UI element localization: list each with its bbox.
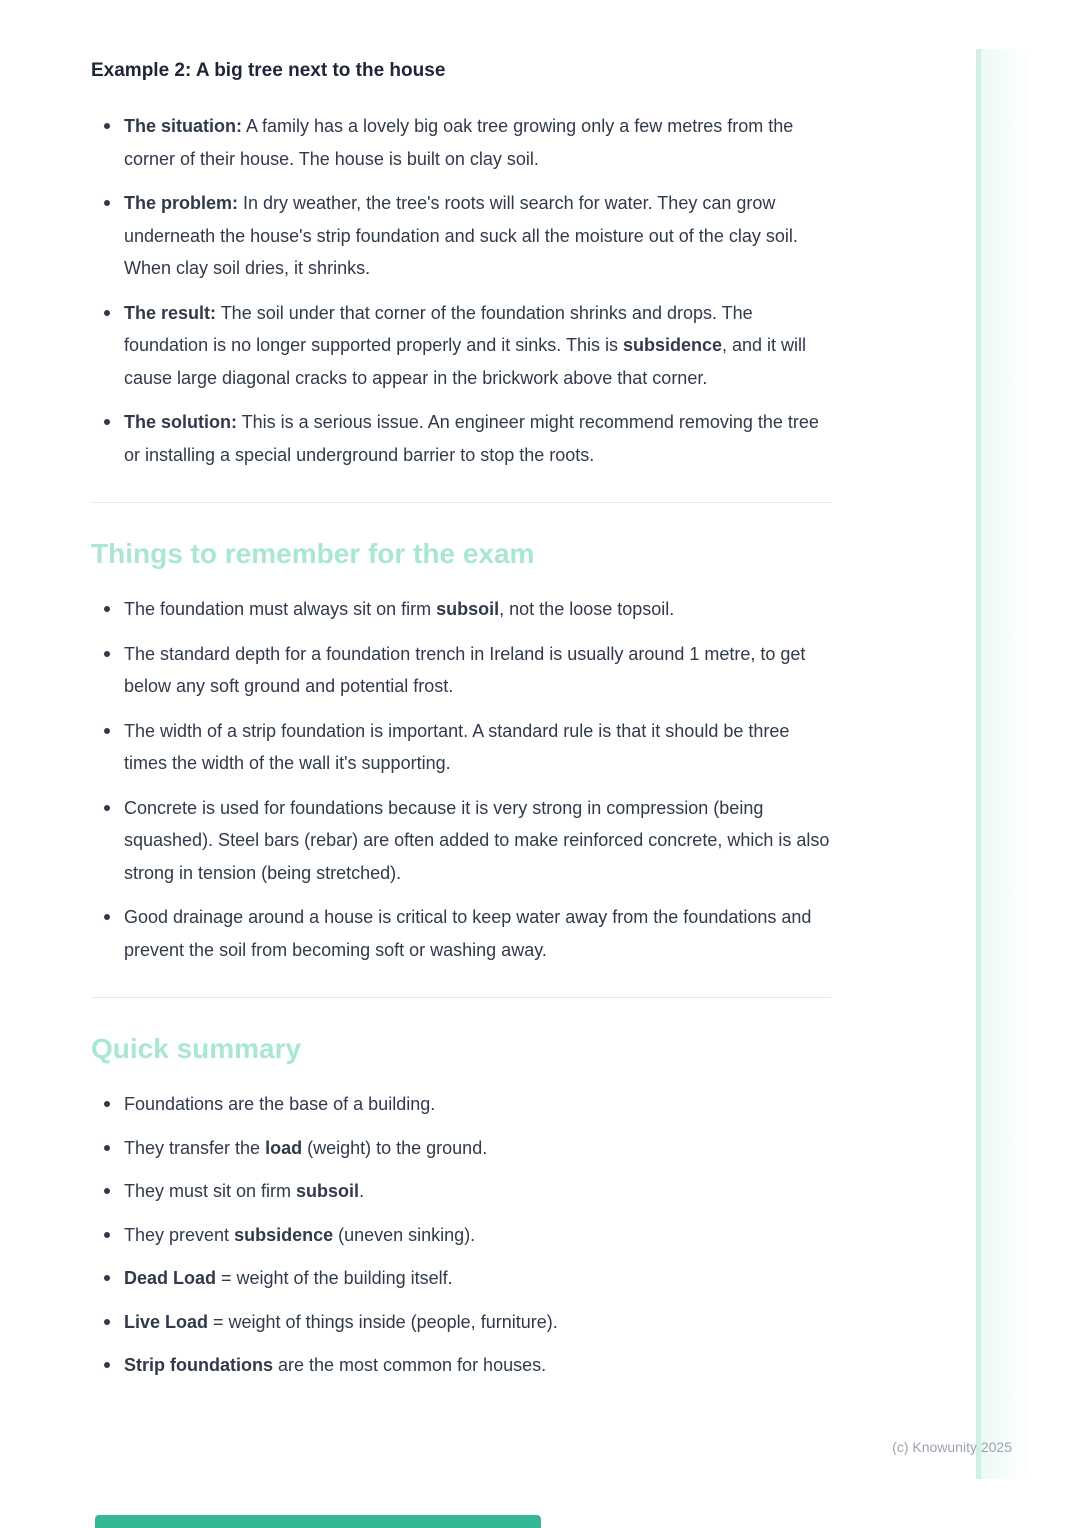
remember-section-heading: Things to remember for the exam — [91, 538, 535, 569]
example-bullet-list — [91, 110, 831, 471]
copyright-text: (c) Knowunity 2025 — [892, 1439, 1012, 1455]
list-item: The solution: This is a serious issue. An engineer might recommend removing the tree or installing a special underground barrier to stop the roots. — [91, 406, 831, 471]
list-item: The foundation must always sit on firm subsoil, not the loose topsoil. — [91, 593, 831, 626]
section-divider — [91, 502, 831, 503]
list-item: Strip foundations are the most common for houses. — [91, 1349, 831, 1382]
list-item: They must sit on firm subsoil. — [91, 1175, 831, 1208]
summary-bullet-list — [91, 1088, 831, 1382]
section-divider — [91, 997, 831, 998]
page-edge-accent-line — [976, 49, 981, 1479]
list-item: They prevent subsidence (uneven sinking). — [91, 1219, 831, 1252]
summary-section-heading: Quick summary — [91, 1033, 302, 1064]
list-item: Dead Load = weight of the building itself. — [91, 1262, 831, 1295]
list-item: Foundations are the base of a building. — [91, 1088, 831, 1121]
list-item: Concrete is used for foundations because it is very strong in compression (being squashed). Steel bars (rebar) are often added to make reinforced concrete, which is also strong in tension (being stretched). — [91, 792, 831, 890]
list-item: The situation: A family has a lovely big oak tree growing only a few metres from the corner of their house. The house is built on clay soil. — [91, 110, 831, 175]
list-item: Good drainage around a house is critical to keep water away from the foundations and prevent the soil from becoming soft or washing away. — [91, 901, 831, 966]
list-item: The width of a strip foundation is important. A standard rule is that it should be three times the width of the wall it's supporting. — [91, 715, 831, 780]
remember-bullet-list — [91, 593, 831, 966]
page-content — [91, 58, 831, 1393]
next-section-teaser-bar — [95, 1515, 541, 1528]
page-edge-wash — [981, 49, 1032, 1479]
list-item: The standard depth for a foundation trench in Ireland is usually around 1 metre, to get below any soft ground and potential frost. — [91, 638, 831, 703]
list-item: The problem: In dry weather, the tree's roots will search for water. They can grow underneath the house's strip foundation and suck all the moisture out of the clay soil. When clay soil dries, it shrinks. — [91, 187, 831, 285]
example-heading: Example 2: A big tree next to the house — [91, 60, 446, 81]
list-item: Live Load = weight of things inside (people, furniture). — [91, 1306, 831, 1339]
list-item: The result: The soil under that corner of the foundation shrinks and drops. The foundation is no longer supported properly and it sinks. This is subsidence, and it will cause large diagonal cracks to appear in the brickwork above that corner. — [91, 297, 831, 395]
list-item: They transfer the load (weight) to the ground. — [91, 1132, 831, 1165]
